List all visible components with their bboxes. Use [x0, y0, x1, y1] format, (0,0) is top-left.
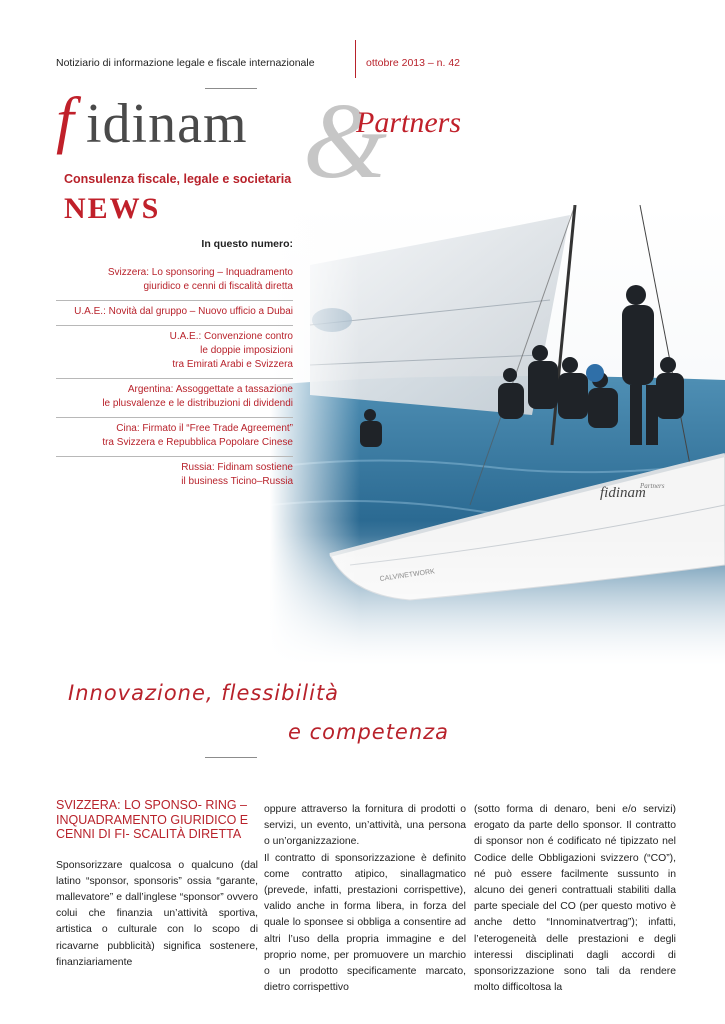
issue-label: ottobre 2013 – n. 42 — [366, 57, 460, 69]
toc-item-russia[interactable]: Russia: Fidinam sostiene il business Ticino–Russia — [181, 462, 293, 487]
hull-partners-text: Partners — [640, 482, 665, 490]
article-column-1 — [56, 798, 258, 971]
article-paragraph: oppure attraverso la fornitura di prodotti o servizi, un evento, un’attività, una persona o un’organizzazione. — [264, 804, 466, 848]
news-title: NEWS — [64, 192, 161, 225]
article-paragraph: Sponsorizzare qualcosa o qualcuno (dal latino “sponsor, sponsoris” ossia “garante, mallevatore” e dall’inglese “sponsor” ovvero colui che finanzia un’attività sportiva, artistica o culturale con lo scopo di ricavarne pubblicità) significa sostenere, finanziariamente — [56, 859, 258, 968]
article-paragraph: Il contratto di sponsorizzazione è definito come contratto atipico, sinallagmatico (prevede, infatti, prestazioni corrispettive), valido anche in forma libera, in forza del quale lo sponsee si obbliga a consentire ad altri l’uso della propria immagine e del proprio nome, per promuovere un marchio o un prodotto specificamente marcato, dietro corrispettivo — [264, 852, 466, 994]
toc-item-sponsoring[interactable]: Svizzera: Lo sponsoring – Inquadramento giuridico e cenni di fiscalità diretta — [56, 262, 293, 301]
toc-item-china-fta[interactable]: Cina: Firmato il “Free Trade Agreement” tra Svizzera e Repubblica Popolare Cinese — [56, 418, 293, 457]
newsletter-label: Notiziario di informazione legale e fiscale internazionale — [56, 57, 315, 69]
hull-brand-text: fidinam — [600, 485, 646, 501]
toc-item-dubai-office[interactable]: U.A.E.: Novità dal gruppo – Nuovo ufficio a Dubai — [56, 301, 293, 326]
brand-partners: Partners — [356, 106, 461, 139]
article-column-2 — [264, 802, 466, 996]
slogan-line-2: e competenza — [288, 720, 450, 744]
brand-logo-name: idinam — [86, 93, 248, 155]
article-paragraph: (sotto forma di denaro, beni e/o servizi) erogato da parte dello sponsor. Il contratto di sponsor non é codificato né tipizzato nel Codice delle Obbligazioni svizzero (“CO”), né può essere facilmente sussunto in alcuno dei generi contrattuali stabiliti dalla parte speciale del CO (per questo motivo è anche detto “Innominatvertrag”); infatti, l’eterogeneità delle prestazioni e degli interessi disciplinati dagli accordi di sponsorizzazione sono tali da rendere molto difficoltosa la — [474, 804, 676, 994]
slogan-rule — [205, 757, 257, 758]
brand-ampersand: & — [303, 82, 388, 201]
header-divider — [355, 40, 356, 78]
toc-item-argentina[interactable]: Argentina: Assoggettate a tassazione le plusvalenze e le distribuzioni di dividendi — [56, 379, 293, 418]
header-rule — [205, 88, 257, 89]
slogan-line-1: Innovazione, flessibilità — [68, 681, 340, 705]
table-of-contents — [56, 238, 293, 495]
brand-tagline: Consulenza fiscale, legale e societaria — [64, 172, 292, 186]
toc-title: In questo numero: — [201, 238, 293, 250]
sailing-photo — [270, 205, 725, 665]
toc-item-uae-convention[interactable]: U.A.E.: Convenzione contro le doppie imposizioni tra Emirati Arabi e Svizzera — [56, 326, 293, 379]
article-title: SVIZZERA: LO SPONSO- RING – INQUADRAMENTO GIURIDICO E CENNI DI FI- SCALITÀ DIRETTA — [56, 798, 249, 841]
brand-logo-f: f — [56, 84, 74, 155]
article-column-3 — [474, 802, 676, 996]
